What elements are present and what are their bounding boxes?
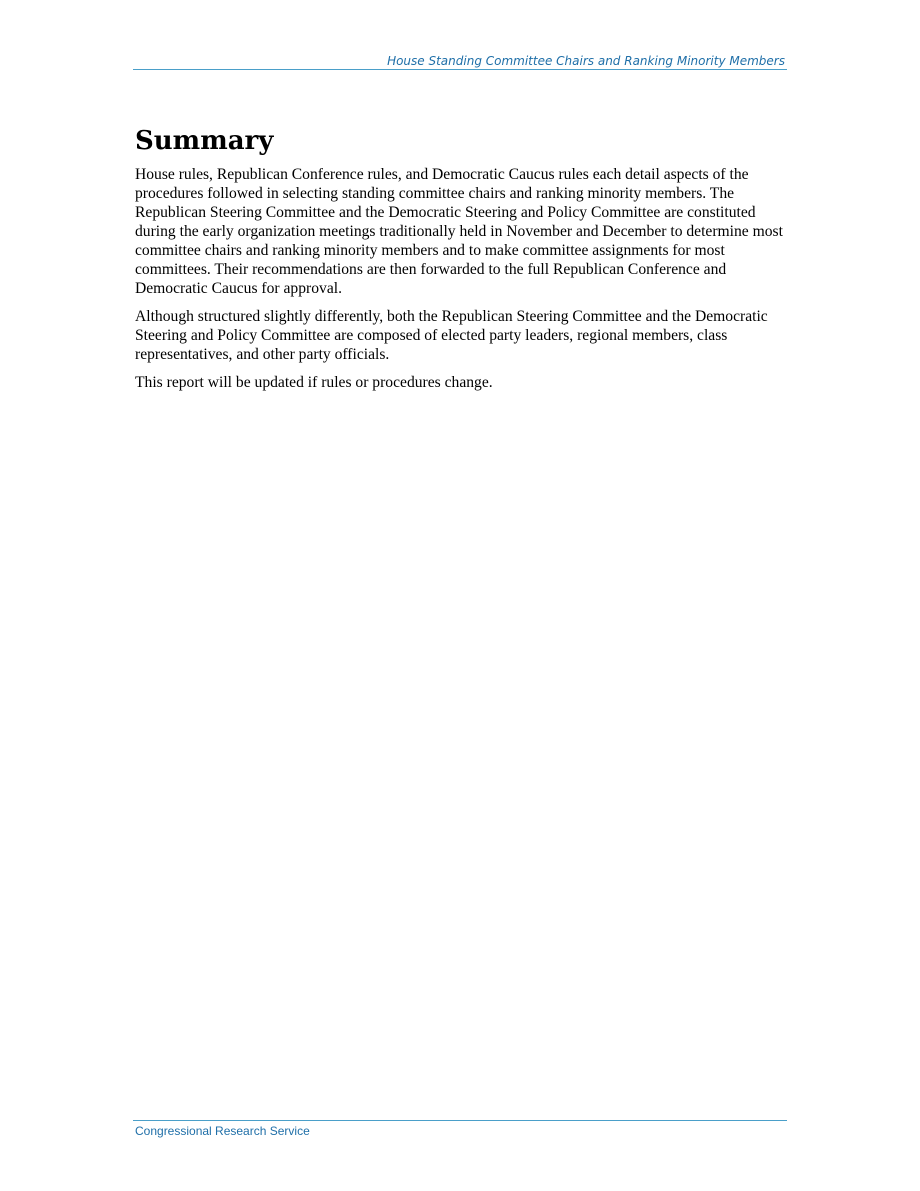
running-title: House Standing Committee Chairs and Ranking Minority Members bbox=[387, 54, 785, 68]
page-header bbox=[133, 54, 787, 70]
page-footer bbox=[133, 1120, 787, 1138]
summary-paragraph-2: Although structured slightly differently, both the Republican Steering Committee and the Democratic Steering and Policy Committee are composed of elected party leaders, regional members, class representatives, and other party officials. bbox=[135, 308, 768, 363]
summary-paragraph-1: House rules, Republican Conference rules, and Democratic Caucus rules each detail aspects of the procedures followed in selecting standing committee chairs and ranking minority members. The Republican Steering Committee and the Democratic Steering and Policy Committee are constituted during the early organization meetings traditionally held in November and December to determine most committee chairs and ranking minority members and to make committee assignments for most committees. Their recommendations are then forwarded to the full Republican Conference and Democratic Caucus for approval. bbox=[135, 166, 783, 297]
summary-paragraph-3: This report will be updated if rules or procedures change. bbox=[135, 374, 493, 391]
summary-section bbox=[135, 124, 785, 401]
footer-organization: Congressional Research Service bbox=[135, 1124, 310, 1138]
summary-heading: Summary bbox=[135, 126, 274, 156]
